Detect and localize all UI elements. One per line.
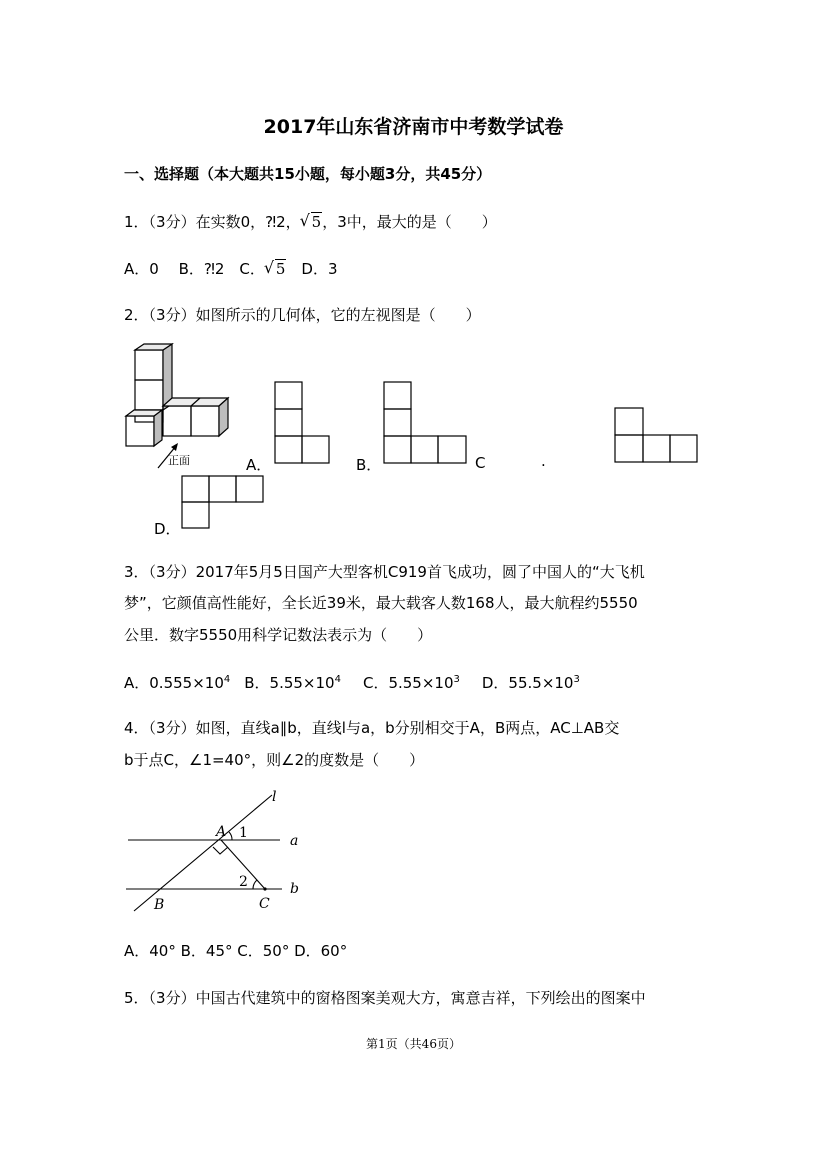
- q3-option-c: [363, 674, 460, 692]
- q4-line-2: b于点C，∠1=40°，则∠2的度数是（ ）: [124, 751, 425, 769]
- q1-options: [124, 258, 338, 279]
- q3-option-b-exp: 4: [334, 674, 341, 685]
- q3-option-b: [244, 674, 341, 692]
- q2-option-d-figure: [181, 475, 265, 531]
- q2-option-b-label: B．: [356, 456, 382, 474]
- q4-label-b: b: [290, 881, 299, 897]
- q2-option-b-figure: [383, 381, 469, 465]
- q2-option-c-label: C: [475, 454, 486, 472]
- q3-line-2: 梦”，它颜值高性能好，全长近39米，最大载客人数168人，最大航程约5550: [124, 594, 638, 612]
- q4-label-l: l: [272, 789, 277, 805]
- q3-line-1: 3．（3分）2017年5月5日国产大型客机C919首飞成功，圆了中国人的“大飞机: [124, 563, 645, 581]
- q4-label-A: A: [216, 824, 227, 840]
- q3-option-d-text: D．55.5×10: [481, 674, 574, 692]
- q4-line-1: 4．（3分）如图，直线a∥b，直线l与a，b分别相交于A，B两点，AC⊥AB交: [124, 719, 620, 737]
- q3-option-d-exp: 3: [573, 674, 580, 685]
- q2-front-label: 正面: [168, 454, 190, 467]
- q3-option-a: [124, 674, 230, 692]
- q4-label-angle-1: 1: [239, 825, 248, 841]
- q2-option-c-dot: .: [541, 452, 546, 470]
- page-footer: 第1页（共46页）: [366, 1037, 461, 1051]
- q3-options: [124, 672, 580, 693]
- page-title: 2017年山东省济南市中考数学试卷: [263, 116, 564, 138]
- q2-option-c-figure: [614, 407, 700, 465]
- q3-option-a-exp: 4: [223, 674, 231, 685]
- q4-label-C: C: [259, 896, 270, 912]
- q1-sqrt-arg: 5: [311, 213, 322, 231]
- q1-opts-a: A．0 B．⁈2 C．: [124, 260, 265, 278]
- q1-opts-sqrt-arg: 5: [275, 260, 286, 278]
- q2-option-a-figure: [274, 381, 330, 465]
- q3-option-c-text: C．5.55×10: [362, 674, 454, 692]
- q1-stem-b: ，3中，最大的是（ ）: [322, 213, 497, 231]
- q4-label-a: a: [290, 833, 299, 849]
- q3-option-a-text: A．0.555×10: [124, 674, 224, 692]
- sqrt-symbol: [301, 213, 323, 231]
- q4-label-B: B: [154, 897, 165, 913]
- q4-options: A．40° B．45° C．50° D．60°: [124, 942, 348, 960]
- q4-label-angle-2: 2: [239, 874, 248, 890]
- q2-stem: 2．（3分）如图所示的几何体，它的左视图是（ ）: [124, 306, 481, 324]
- q1-stem: [124, 211, 497, 232]
- q1-opts-b: D．3: [286, 260, 338, 278]
- q3-option-b-text: B．5.55×10: [244, 674, 335, 692]
- q3-option-d: [482, 674, 580, 692]
- section-heading: 一、选择题（本大题共15小题，每小题3分，共45分）: [124, 165, 492, 183]
- q2-option-a-label: A．: [246, 456, 272, 474]
- q5-line-1: 5．（3分）中国古代建筑中的窗格图案美观大方，寓意吉祥，下列绘出的图案中: [124, 989, 646, 1007]
- q3-option-c-exp: 3: [453, 674, 460, 685]
- sqrt-symbol: [265, 260, 287, 278]
- q1-stem-a: 1．（3分）在实数0，⁈2，: [124, 213, 301, 231]
- q3-line-3: 公里．数字5550用科学记数法表示为（ ）: [124, 626, 433, 644]
- q4-geometry-figure: [122, 785, 312, 915]
- q2-option-d-label: D．: [154, 520, 181, 538]
